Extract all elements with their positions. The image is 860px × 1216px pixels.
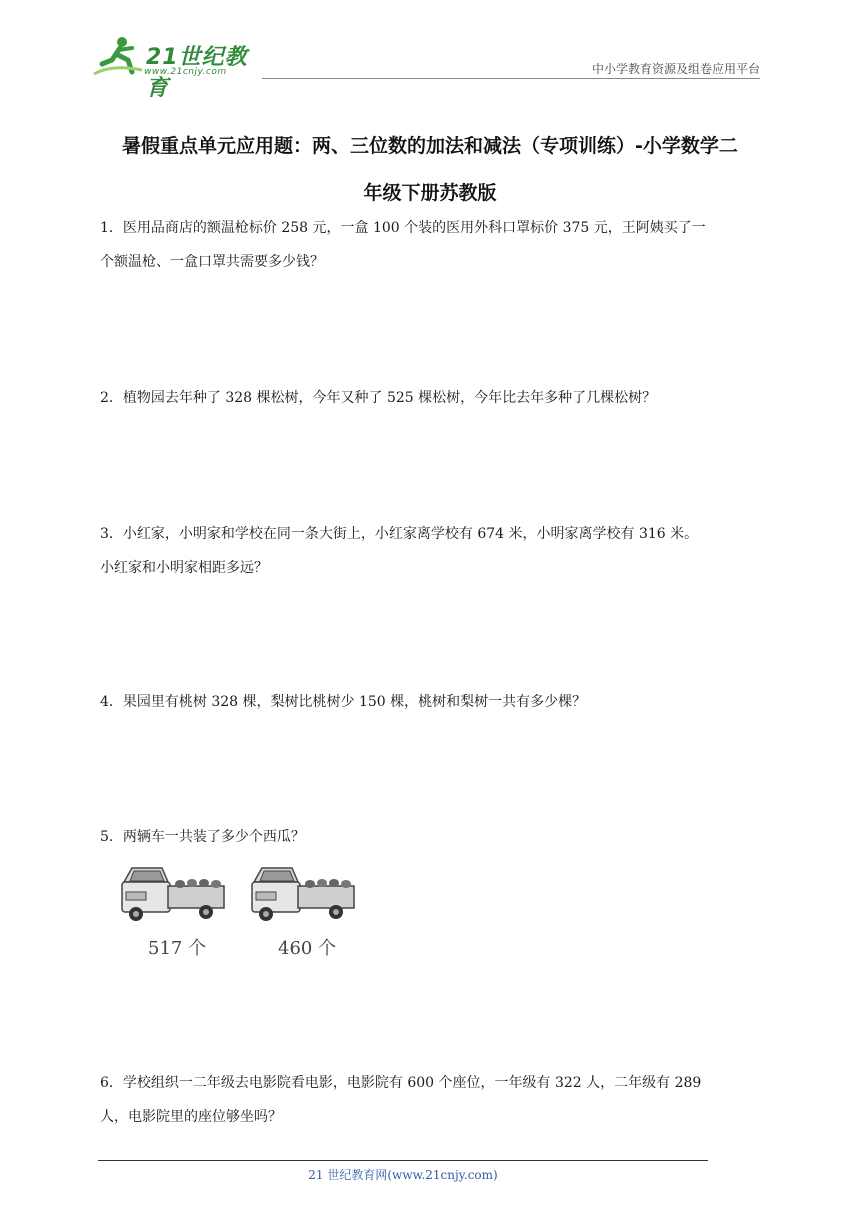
truck-icon (248, 862, 358, 926)
logo-text: 21世纪教育 (146, 45, 248, 101)
question-4 (100, 685, 764, 719)
page-header (92, 28, 760, 101)
question-text: 5．两辆车一共装了多少个西瓜？ (100, 829, 305, 845)
footer-text: 21 世纪教育网(www.21cnjy.com) (308, 1168, 498, 1182)
question-text: 1．医用品商店的额温枪标价 258 元，一盒 100 个装的医用外科口罩标价 375 元，王阿姨买了一 (100, 220, 706, 236)
platform-name: 中小学教育资源及组卷应用平台 (591, 62, 760, 76)
truck-icon (118, 862, 228, 926)
question-text: 小红家和小明家相距多远？ (100, 560, 268, 576)
header-divider (262, 78, 760, 79)
question-text: 4．果园里有桃树 328 棵，梨树比桃树少 150 棵，桃树和梨树一共有多少棵？ (100, 694, 587, 710)
footer-divider (98, 1160, 708, 1161)
question-text: 个额温枪、一盒口罩共需要多少钱？ (100, 254, 324, 270)
truck-2-label: 460 个 (278, 938, 337, 959)
question-3 (100, 517, 764, 585)
document-title-line-1: 暑假重点单元应用题：两、三位数的加法和减法（专项训练）-小学数学二 (122, 135, 738, 157)
document-title-line-2: 年级下册苏教版 (363, 182, 497, 204)
question-2 (100, 381, 764, 415)
question-1 (100, 211, 764, 279)
trucks-illustration (118, 862, 358, 962)
runner-logo-icon (92, 34, 144, 78)
question-text: 人，电影院里的座位够坐吗？ (100, 1109, 282, 1125)
site-logo (92, 34, 262, 101)
question-text: 3．小红家，小明家和学校在同一条大街上，小红家离学校有 674 米，小明家离学校有 316 米。 (100, 526, 699, 542)
question-text: 6．学校组织一二年级去电影院看电影，电影院有 600 个座位，一年级有 322 人，二年级有 289 (100, 1075, 702, 1091)
question-6 (100, 1066, 764, 1134)
truck-1-label: 517 个 (148, 938, 207, 959)
question-text: 2．植物园去年种了 328 棵松树，今年又种了 525 棵松树，今年比去年多种了几棵松树？ (100, 390, 657, 406)
question-5 (100, 820, 764, 854)
logo-url: www.21cnjy.com (144, 67, 227, 77)
